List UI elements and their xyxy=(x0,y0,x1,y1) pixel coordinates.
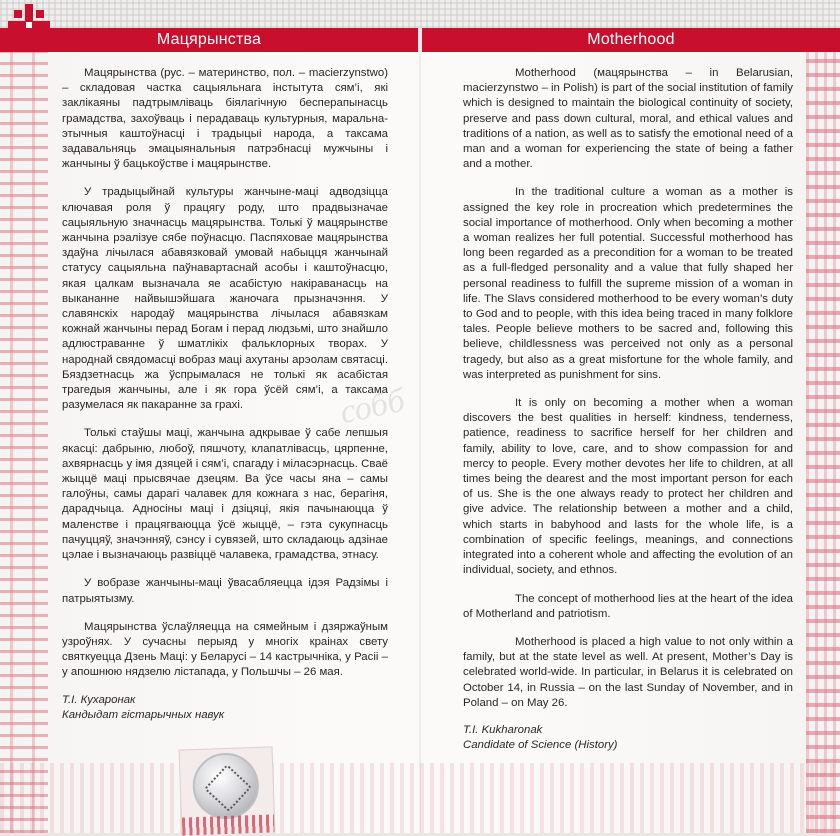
right-signature xyxy=(463,723,793,753)
right-embroidery-border xyxy=(806,52,840,833)
left-embroidery-border xyxy=(0,52,48,833)
left-signature xyxy=(62,693,388,723)
coin-card-ornament xyxy=(182,814,275,835)
coin-ornament xyxy=(204,764,252,812)
left-author: Т.І. Кухаронак xyxy=(62,693,136,706)
left-paragraph-5: Мацярынства ўслаўляецца на сямейным і дзяржаўным узроўнях. У сучасны перыяд у многіх краінах свету святкуецца Дзень Маці: у Беларусі – 14 кастрычніка, у Расіі – у апошнюю нядзелю лістапада, у Польшчы – 26 мая. xyxy=(62,620,388,679)
page-fold xyxy=(419,52,421,833)
left-title: Мацярынства xyxy=(156,31,262,48)
right-paragraph-4: The concept of motherhood lies at the heart of the idea of Motherland and patriotism. xyxy=(463,592,793,620)
embroidery-strip xyxy=(0,0,840,28)
english-text-column xyxy=(463,66,793,753)
right-author-title: Candidate of Science (History) xyxy=(463,739,618,752)
left-paragraph-4: У вобразе жанчыны-маці ўвасабляецца ідэя Радзімы і патрыятызму. xyxy=(62,577,388,605)
right-paragraph-1: Motherhood (мацярынства – in Belarusian, macierzynstwo – in Polish) is part of the social institution of family which is designed to maintain the biological continuity of society, preserve and pass down cultural, moral, and ethical values and traditions of a nation, as well as to satisfy the emotional need of a man and a woman for experiencing the state of being a father and a mother. xyxy=(463,67,793,171)
watermark: собб xyxy=(336,381,409,432)
right-header xyxy=(422,28,840,52)
right-paragraph-3: It is only on becoming a mother when a woman discovers the best qualities in herself: kindness, tenderness, patience, readiness to sacrifice herself for her children and family, ability to love, care, and to show compassion for and mercy to people. Every mother devotes her life to children, at all times being the dearest and the most important person for each of us. She is the one always ready to protect her children and give advice. The relationship between a mother and a child, which starts in babyhood and lasts for the whole life, is a combination of specific feelings, meanings, and connections integrated into a coherent whole and affecting the evolution of an individual, society, and ethnos. xyxy=(463,397,793,577)
left-paragraph-3: Толькі стаўшы маці, жанчына адкрывае ў сабе лепшыя якасці: дабрыню, любоў, пяшчоту, клапатлівасць, цярпенне, ахвярнасць у імя дзяцей і сям’і, спагаду і міласэрнасць. Сваё жыццё маці прысвячае дзецям. Ва ўсе часы яна – самы галоўны, самы дарагі чалавек для кожнага з нас, берагіня, дарадчыца. Адносіны маці і дзіцяці, якія пачынаюцца ў маленстве і працягваюцца ўсё жыццё, – гэта сукупнасць пачуццяў, значэнняў, сэнсу і сувязей, што складаюць адзінае цэлае і вызначаюць развіццё чалавека, грамадства, этнасу. xyxy=(62,427,388,562)
right-paragraph-2: In the traditional culture a woman as a mother is assigned the key role in procreation which predetermines the social importance of motherhood. Only when becoming a mother a woman realizes her full potential. Successful motherhood has long been regarded as a precondition for a woman to be treated as a full-fledged personality and a value that fully shaped her personal readiness to fulfill the supreme mission of a woman in life. The Slavs considered motherhood to be every woman’s duty to God and to people, with this idea being traced in many folklore tales. People believe mothers to be sacred and, following this believe, childlessness was perceived not only as a personal tragedy, but also as a great misfortune for the whole family, and was interpreted as punishment for sins. xyxy=(463,186,793,381)
coin-card-image xyxy=(179,746,276,835)
left-header xyxy=(0,28,418,52)
right-title: Motherhood xyxy=(587,31,675,48)
right-author: T.I. Kukharonak xyxy=(463,723,543,736)
left-paragraph-2: У традыцыйнай культуры жанчыне-маці адводзіцца ключавая роля ў працягу роду, што прадвызначае сацыяльную значнасць мацярынства. Толькі ў мацярынстве жанчына рэалізуе сябе поўнасцю. Паспяховае мацярынства здаўна лічылася абавязковай умовай набыцця жанчынай статусу сацыяльна паўнавартаснай асобы і каштоўнасцю, якая цалкам вызначала яе асабістую накіраванасць на выкананне найвышэйшага жаночага прызначэння. У славянскіх народаў мацярынства лічылася абавязкам кожнай жанчыны перад Богам і перад людзьмі, што знайшло адлюстраванне ў шматлікіх фальклорных творах. У народнай свядомасці вобраз маці ахутаны арэолам святасці. Бяздзетнасць жа ўспрымалася не толькі як асабістая трагедыя жанчыны, але і як гора ўсёй сям’і, а таксама разумелася як пакаранне за грахі. xyxy=(62,186,388,412)
left-paragraph-1: Мацярынства (рус. – материнство, пол. – macierzynstwo) – складовая частка сацыяльнага інстытута сям’і, які заклікаяны падтрымліваць біялагічную бесперапынасць грамадства, захоўваць і перадаваць культурныя, маральна-этычныя каштоўнасці і традыцыі народа, а таксама задавальняць эмацыянальныя патрэбнасці мужчыны і жанчыны ў бацькоўстве і мацярынстве. xyxy=(62,67,388,171)
commemorative-coin xyxy=(192,752,260,820)
belarusian-ornament-icon xyxy=(6,2,52,48)
right-paragraph-5: Motherhood is placed a high value to not only within a family, but at the state level as well. At present, Mother’s Day is celebrated world-wide. In particular, in Belarus it is celebrated on October 14, in Russia – on the last Sunday of November, and in Poland – on May 26. xyxy=(463,635,793,709)
left-author-title: Кандыдат гістарычных навук xyxy=(62,708,225,721)
